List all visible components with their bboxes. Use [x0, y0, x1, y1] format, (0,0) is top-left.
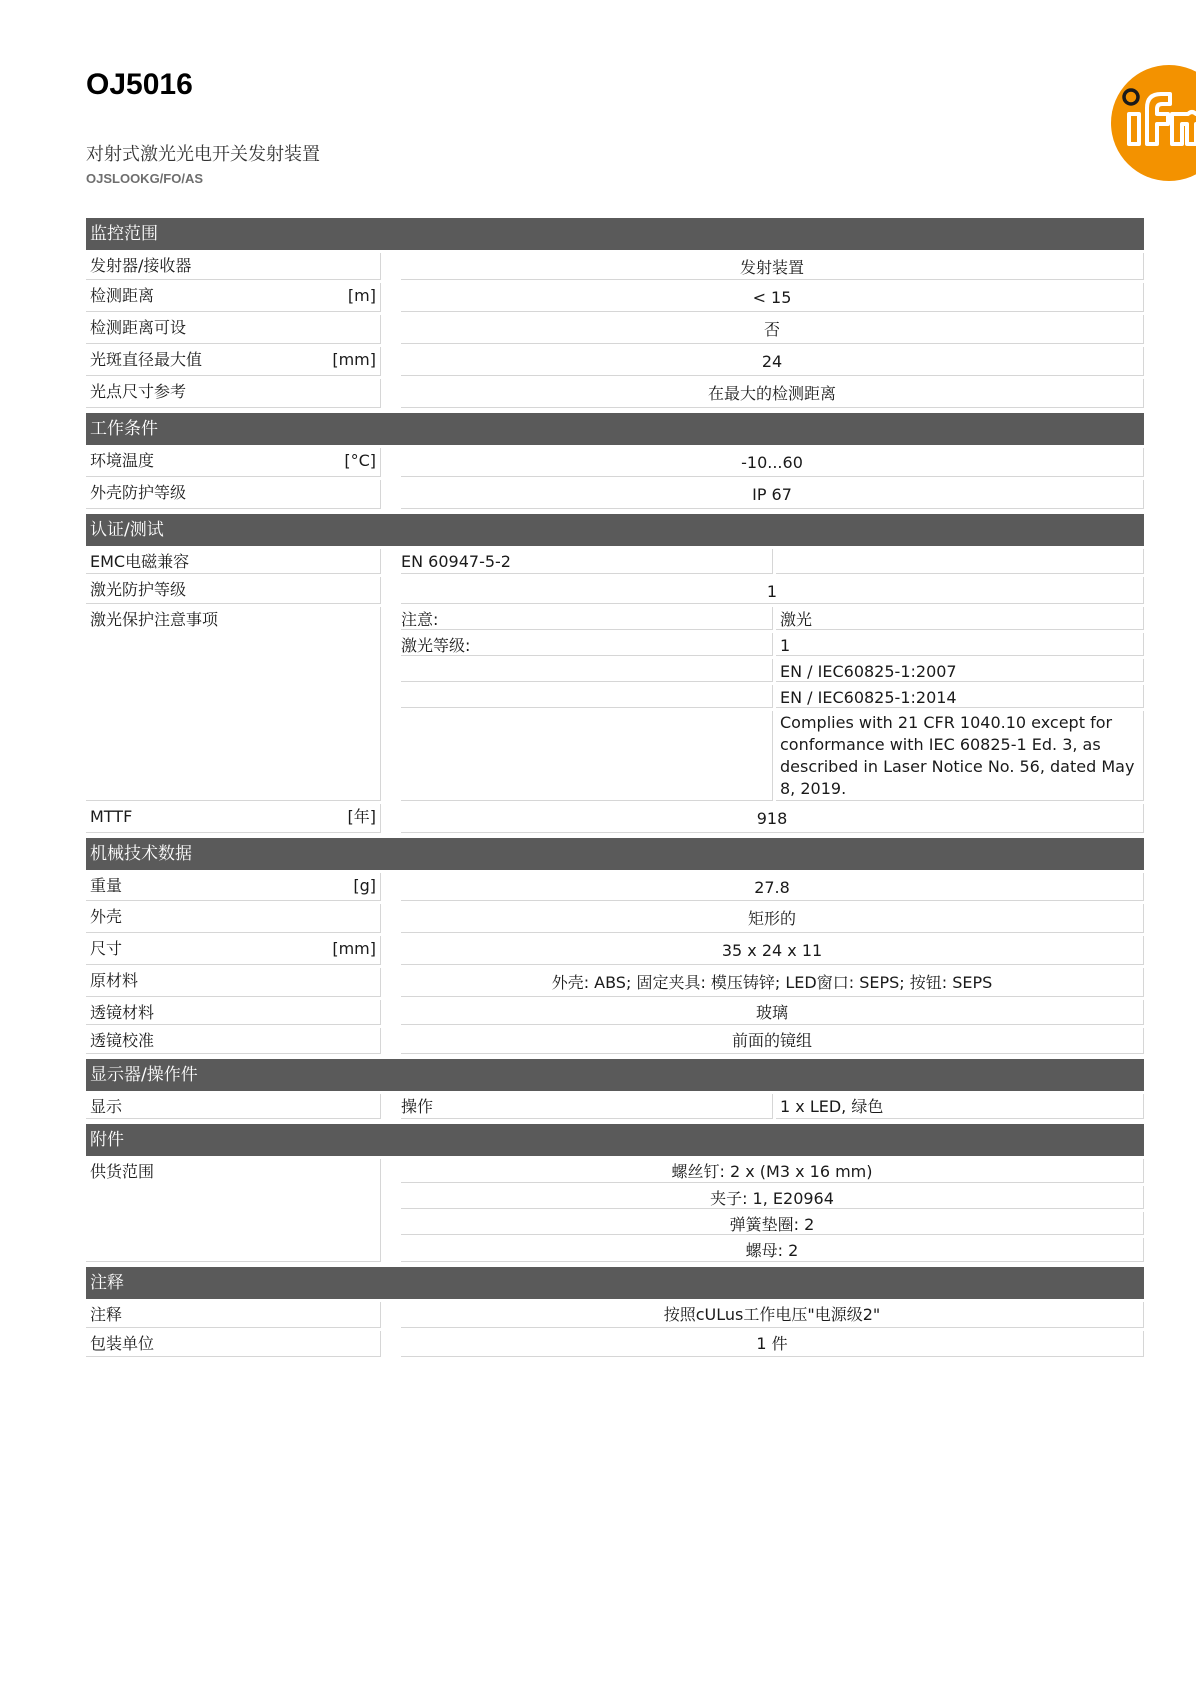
row-label — [86, 253, 381, 280]
label-text: 环境温度 — [90, 451, 155, 470]
table-row — [86, 1159, 1144, 1262]
table-row — [86, 1331, 1144, 1357]
row-label — [86, 283, 381, 312]
section-header: 工作条件 — [86, 413, 1144, 445]
table-row — [86, 577, 1144, 604]
section-header: 监控范围 — [86, 218, 1144, 250]
label-text: 激光保护注意事项 — [90, 610, 219, 629]
row-label — [86, 379, 381, 408]
row-label — [86, 315, 381, 344]
laser-class-label: 激光等级: — [401, 633, 773, 656]
label-text: 激光防护等级 — [90, 580, 187, 599]
row-value: 外壳: ABS; 固定夹具: 模压铸锌; LED窗口: SEPS; 按钮: SEPS — [401, 968, 1144, 997]
unit-label: [g] — [353, 876, 376, 895]
section-header: 显示器/操作件 — [86, 1059, 1144, 1091]
laser-class-value: 1 — [776, 633, 1144, 656]
display-type-label: 操作 — [401, 1094, 773, 1119]
section-header: 机械技术数据 — [86, 838, 1144, 870]
row-value: -10...60 — [401, 448, 1144, 477]
label-text: 光点尺寸参考 — [90, 382, 187, 401]
row-value: 按照cULus工作电压"电源级2" — [401, 1302, 1144, 1328]
row-value: IP 67 — [401, 480, 1144, 509]
table-row — [86, 1094, 1144, 1119]
label-text: 发射器/接收器 — [90, 256, 192, 275]
unit-label: [mm] — [332, 350, 376, 369]
row-value: 1 件 — [401, 1331, 1144, 1357]
row-label — [86, 804, 381, 833]
row-label — [86, 936, 381, 965]
empty-cell — [401, 685, 773, 708]
label-text: MTTF — [90, 807, 133, 826]
row-value: < 15 — [401, 283, 1144, 312]
label-text: 透镜材料 — [90, 1003, 155, 1022]
row-label — [86, 480, 381, 509]
empty-cell — [401, 659, 773, 682]
label-text: 供货范围 — [90, 1162, 155, 1181]
label-text: 检测距离 — [90, 286, 155, 305]
table-row — [86, 873, 1144, 901]
cfr-compliance-note: Complies with 21 CFR 1040.10 except for conformance with IEC 60825-1 Ed. 3, as described in Laser Notice No. 56, dated May 8, 2019. — [776, 711, 1144, 801]
label-text: 显示 — [90, 1097, 123, 1116]
label-text: 重量 — [90, 876, 123, 895]
product-code: OJSLOOKG/FO/AS — [86, 171, 204, 186]
label-text: 外壳 — [90, 907, 123, 926]
row-value: 矩形的 — [401, 904, 1144, 933]
emc-standard: EN 60947-5-2 — [401, 549, 773, 574]
document-header — [86, 0, 1146, 200]
table-row — [86, 607, 1144, 801]
row-value: 否 — [401, 315, 1144, 344]
row-value: 前面的镜组 — [401, 1028, 1144, 1054]
table-row — [86, 1302, 1144, 1328]
unit-label: [mm] — [332, 939, 376, 958]
row-label — [86, 347, 381, 376]
row-label — [86, 1159, 381, 1262]
label-text: 包装单位 — [90, 1334, 155, 1353]
row-label — [86, 607, 381, 801]
product-subtitle: 对射式激光光电开关发射装置 — [86, 144, 320, 165]
note-label: 注意: — [401, 607, 773, 630]
row-value: 1 — [401, 577, 1144, 604]
table-row — [86, 1028, 1144, 1054]
standard-2014: EN / IEC60825-1:2014 — [776, 685, 1144, 708]
section-header: 附件 — [86, 1124, 1144, 1156]
row-value: 35 x 24 x 11 — [401, 936, 1144, 965]
row-label — [86, 1302, 381, 1328]
row-value: 玻璃 — [401, 1000, 1144, 1025]
table-row — [86, 904, 1144, 933]
row-label — [86, 904, 381, 933]
table-row — [86, 448, 1144, 477]
scope-item: 螺丝钉: 2 x (M3 x 16 mm) — [401, 1159, 1144, 1183]
table-row — [86, 347, 1144, 376]
row-label — [86, 1028, 381, 1054]
row-label — [86, 968, 381, 997]
row-value: 24 — [401, 347, 1144, 376]
standard-2007: EN / IEC60825-1:2007 — [776, 659, 1144, 682]
row-label — [86, 1000, 381, 1025]
table-row — [86, 480, 1144, 509]
table-row — [86, 968, 1144, 997]
ifm-logo — [1110, 64, 1196, 182]
unit-label: [°C] — [344, 451, 376, 470]
row-value: 27.8 — [401, 873, 1144, 901]
label-text: 外壳防护等级 — [90, 483, 187, 502]
row-value: 在最大的检测距离 — [401, 379, 1144, 408]
unit-label: [m] — [347, 286, 376, 305]
scope-item: 夹子: 1, E20964 — [401, 1186, 1144, 1209]
note-value: 激光 — [776, 607, 1144, 630]
label-text: 光斑直径最大值 — [90, 350, 203, 369]
row-value: 发射装置 — [401, 253, 1144, 280]
scope-item: 螺母: 2 — [401, 1238, 1144, 1262]
row-value: 918 — [401, 804, 1144, 833]
label-text: 注释 — [90, 1305, 123, 1324]
row-label — [86, 1094, 381, 1119]
row-label — [86, 549, 381, 574]
empty-cell — [401, 711, 773, 801]
label-text: 检测距离可设 — [90, 318, 187, 337]
label-text: EMC电磁兼容 — [90, 552, 190, 571]
display-type-value: 1 x LED, 绿色 — [776, 1094, 1144, 1119]
label-text: 透镜校准 — [90, 1031, 155, 1050]
table-row — [86, 379, 1144, 408]
table-row — [86, 549, 1144, 574]
unit-label: [年] — [347, 807, 376, 826]
table-row — [86, 804, 1144, 833]
row-label — [86, 448, 381, 477]
emc-extra — [776, 549, 1144, 574]
row-label — [86, 1331, 381, 1357]
row-label — [86, 577, 381, 604]
table-row — [86, 315, 1144, 344]
table-row — [86, 253, 1144, 280]
product-title: OJ5016 — [86, 68, 193, 101]
label-text: 原材料 — [90, 971, 139, 990]
section-header: 认证/测试 — [86, 514, 1144, 546]
section-header: 注释 — [86, 1267, 1144, 1299]
datasheet-table — [86, 218, 1144, 1360]
table-row — [86, 1000, 1144, 1025]
table-row — [86, 936, 1144, 965]
scope-item: 弹簧垫圈: 2 — [401, 1212, 1144, 1235]
table-row — [86, 283, 1144, 312]
row-label — [86, 873, 381, 901]
label-text: 尺寸 — [90, 939, 123, 958]
